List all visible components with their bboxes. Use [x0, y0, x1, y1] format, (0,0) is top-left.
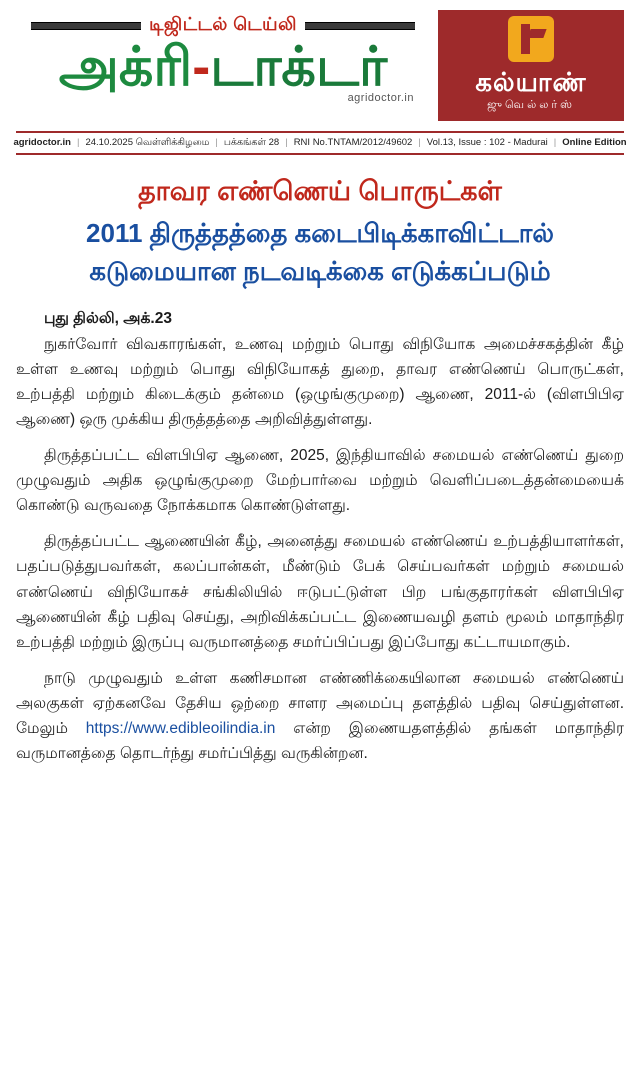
info-pages: பக்கங்கள் 28: [223, 136, 280, 148]
info-sep-2: |: [215, 137, 218, 149]
sponsor-name: கல்யாண்: [475, 67, 587, 97]
info-sep-4: |: [418, 137, 421, 149]
kalyan-logo-icon: [508, 16, 554, 62]
article-paragraph: திருத்தப்பட்ட விளபிபிஏ ஆணை, 2025, இந்தியாவில் சமையல் எண்ணெய் துறை முழுவதும் அதிக ஒழுங்குமுறை மேற்பார்வை மற்றும் வெளிப்படைத்தன்மையைக் கொண்டு வருவதை நோக்கமாக கொண்டுள்ளது.: [16, 446, 624, 515]
article-paragraph: திருத்தப்பட்ட ஆணையின் கீழ், அனைத்து சமையல் எண்ணெய் உற்பத்தியாளர்கள், பதப்படுத்துபவர்கள், கலப்பான்கள், மீண்டும் பேக் செய்பவர்கள் மற்றும் சமையல் எண்ணெய் விநியோகச் சங்கிலியில் ஈடுபட்டுள்ள பிற பங்குதாரர்கள் விளபிபிஏ ஆணையின் கீழ் பதிவு செய்து, அறிவிக்கப்பட்ட இணையவழி தளம் மூலம் மாதாந்திர உற்பத்தி மற்றும் இருப்பு வருமானத்தை சமர்ப்பிப்பது இப்போது கட்டாயமாகும்.: [16, 533, 624, 651]
info-date: 24.10.2025 வெள்ளிக்கிழமை: [85, 136, 210, 148]
info-rni: RNI No.TNTAM/2012/49602: [293, 137, 413, 149]
masthead-kicker-row: [16, 14, 430, 37]
info-volume: Vol.13, Issue : 102 - Madurai: [426, 137, 548, 149]
kicker-rule-left: [31, 22, 141, 30]
article-headline: [16, 173, 624, 291]
info-sep-3: |: [285, 137, 288, 149]
info-sep-1: |: [76, 137, 80, 149]
masthead-domain: agridoctor.in: [347, 91, 414, 104]
masthead: [16, 10, 624, 125]
sponsor-subtitle: ஜுவெல்லர்ஸ்: [487, 98, 575, 111]
info-bar: [13, 133, 627, 155]
masthead-logo: [59, 39, 387, 96]
info-sep-5: |: [553, 137, 557, 149]
logo-dash: -: [192, 37, 211, 97]
headline-line-3: கடுமையான நடவடிக்கை எடுக்கப்படும்: [89, 255, 551, 286]
article-paragraph-with-link: [16, 666, 624, 766]
paragraph-text-before-link: நாடு முழுவதும் உள்ள கணிசமான எண்ணிக்கையிலான சமையல் எண்ணெய் அலகுகள் ஏற்கனவே தேசிய ஒற்றை சாளர அமைப்பு தளத்தில் பதிவு செய்துள்ளன. மேலும்: [16, 669, 624, 738]
logo-part-1: அக்ரி: [58, 37, 193, 97]
logo-part-2: டாக்டர்: [210, 37, 388, 97]
info-edition: Online Edition: [562, 137, 627, 149]
info-site: agridoctor.in: [13, 137, 71, 149]
edible-oil-india-link[interactable]: https://www.edibleoilindia.in: [85, 720, 276, 738]
masthead-kicker: டிஜிட்டல் டெய்லி: [149, 14, 297, 34]
kicker-rule-right: [305, 22, 415, 30]
headline-line-1: தாவர எண்ணெய் பொருட்கள்: [138, 175, 502, 206]
article-dateline: புது தில்லி, அக்.23: [44, 310, 172, 328]
headline-line-2: 2011 திருத்தத்தை கடைபிடிக்காவிட்டால்: [86, 218, 554, 249]
sponsor-ad-kalyan[interactable]: [438, 10, 624, 121]
article-body: [16, 306, 624, 766]
paragraph-text-after-link: என்ற இணையதளத்தில் தங்கள் மாதாந்திர வருமானத்தை தொடர்ந்து சமர்ப்பித்து வருகின்றன.: [16, 720, 624, 763]
masthead-logo-block: [16, 10, 438, 121]
article-paragraph: நுகர்வோர் விவகாரங்கள், உணவு மற்றும் பொது விநியோக அமைச்சகத்தின் கீழ் உள்ள உணவு மற்றும் பொது விநியோகத் துறை, தாவர எண்ணெய் பொருட்கள், உற்பத்தி மற்றும் கிடைக்கும் தன்மை (ஒழுங்குமுறை) ஆணை, 2011-ல் (விளபிபிஏ ஆணை) ஒரு முக்கிய திருத்தத்தை அறிவித்துள்ளது.: [16, 335, 624, 428]
